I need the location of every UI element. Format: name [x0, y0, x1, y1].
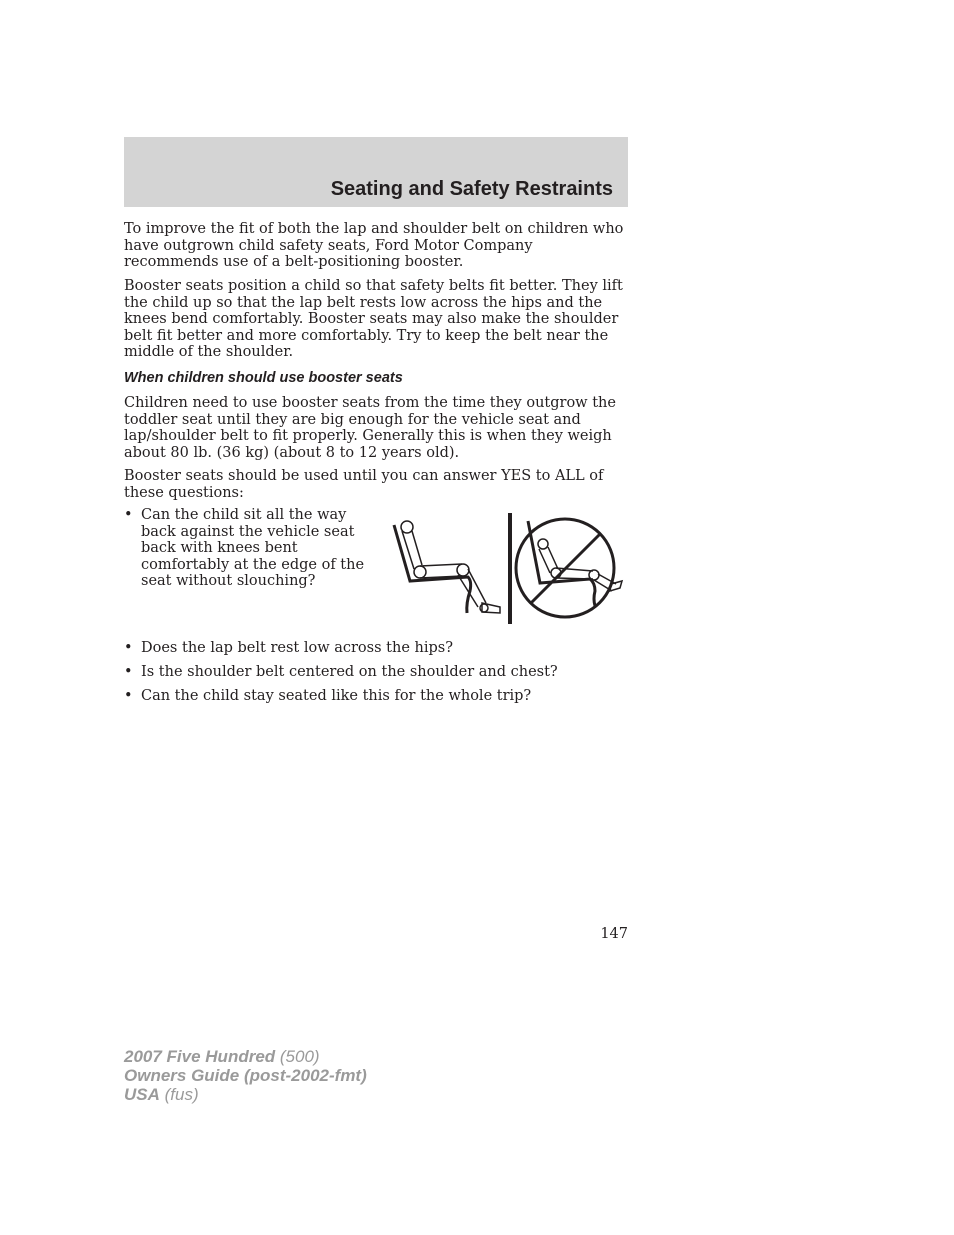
paragraph-intro: To improve the fit of both the lap and shoulder belt on children who have outgrown child safety seats, Ford Motor Company recommends use of a belt-positioning booster.: [124, 221, 624, 270]
correct-posture-figure: [394, 521, 500, 613]
paragraph-questions-intro: Booster seats should be used until you can answer YES to ALL of these questions:: [124, 468, 604, 501]
list-item-text: Can the child stay seated like this for the whole trip?: [141, 688, 532, 704]
subheading-when-to-use: When children should use booster seats: [124, 370, 403, 386]
section-title: Seating and Safety Restraints: [330, 178, 613, 200]
section-header-band: [124, 137, 628, 207]
page-number: 147: [600, 926, 628, 942]
bullet-icon: •: [124, 688, 133, 704]
footer-line-guide: Owners Guide (post-2002-fmt): [124, 1066, 367, 1085]
bullet-icon: •: [124, 640, 133, 656]
list-item-text: Is the shoulder belt centered on the shoulder and chest?: [141, 664, 558, 680]
paragraph-booster-purpose: Booster seats position a child so that safety belts fit better. They lift the child up so that the lap belt rests low across the hips and the knees bend comfortably. Booster seats may also make the shoulder belt fit better and more comfortably. Try to keep the belt near the middle of the shoulder.: [124, 278, 623, 360]
list-item-text: Does the lap belt rest low across the hips?: [141, 640, 453, 656]
footer-document-info: [124, 1047, 367, 1104]
paragraph-when-to-use: Children need to use booster seats from the time they outgrow the toddler seat until they are big enough for the vehicle seat and lap/shoulder belt to fit properly. Generally this is when they weigh about 80 lb. (36 kg) (about 8 to 12 years old).: [124, 395, 616, 461]
bullet-icon: •: [124, 507, 133, 523]
booster-seat-posture-illustration: [390, 511, 630, 626]
list-item-text: Can the child sit all the way back against the vehicle seat back with knees bent comfortably at the edge of the seat without slouching?: [141, 507, 365, 589]
incorrect-posture-figure: [516, 519, 622, 617]
footer-line-model: 2007 Five Hundred (500): [124, 1047, 320, 1066]
bullet-icon: •: [124, 664, 133, 680]
footer-line-region: USA (fus): [124, 1085, 199, 1104]
